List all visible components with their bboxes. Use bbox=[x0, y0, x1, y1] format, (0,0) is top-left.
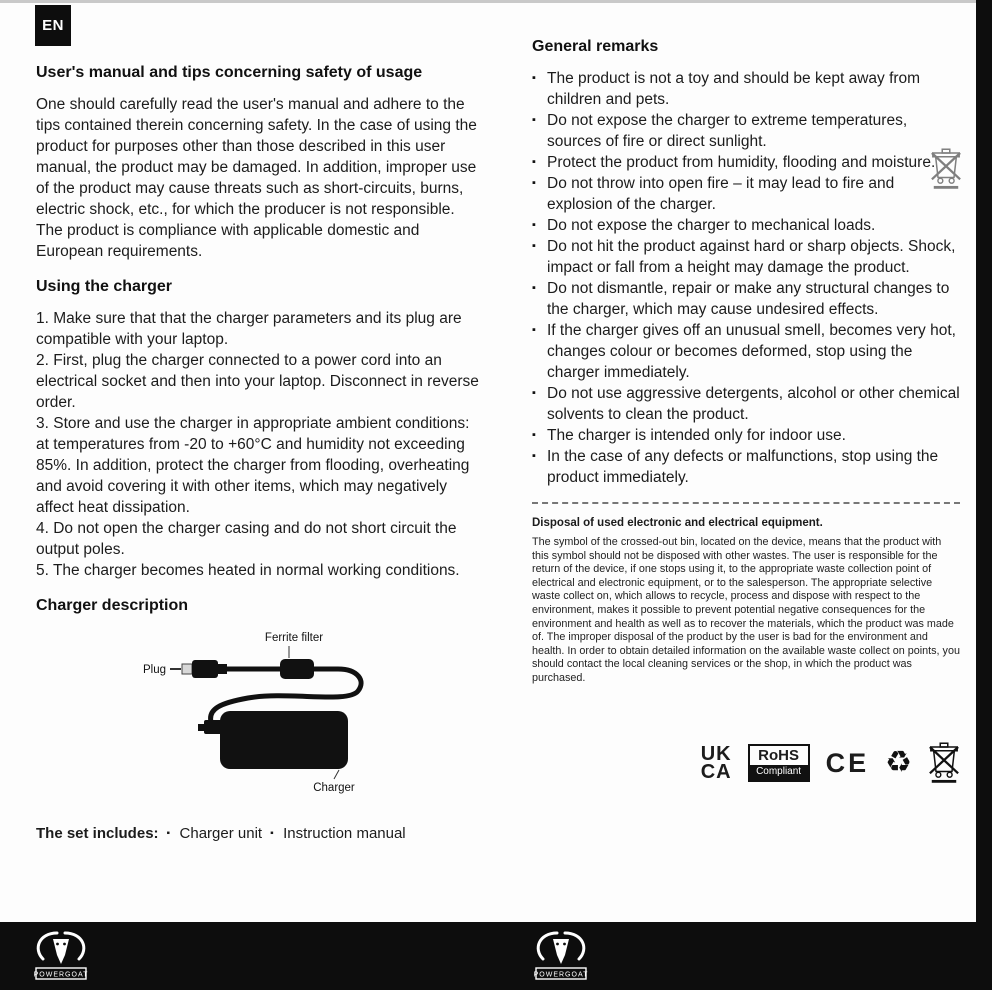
remark-item: ▪ Protect the product from humidity, flooding and moisture. bbox=[532, 152, 960, 173]
ukca-mark bbox=[700, 742, 732, 783]
using-charger-title: Using the charger bbox=[36, 278, 173, 295]
charger-steps bbox=[36, 308, 480, 581]
remark-item: ▪ The charger is intended only for indoor use. bbox=[532, 425, 960, 446]
left-column bbox=[36, 62, 480, 844]
charger-leader-line bbox=[334, 770, 339, 779]
disposal-paragraph: The symbol of the crossed-out bin, located on the device, means that the product with this symbol should not be disposed with other wastes. The user is responsible for the return of the device, if one stops using it, to the appropriate waste collection point of electrical and electronic equipment, or to the salesperson. The appropriate selective waste collect on, which allows to recycle, process and dispose with respect to the environment, makes it possible to prevent potential negative consequences for the environment and health as well as to recover the materials, which the product was made of. The improper disposal of the product by the user is bad for the environment and health. In order to obtain detailed information on the available waste collect on points, you should contact the local cleaning services or the shop, in which the product was purchased. bbox=[532, 536, 960, 684]
dc-connector bbox=[204, 720, 222, 734]
step-item: 5. The charger becomes heated in normal working conditions. bbox=[36, 562, 460, 579]
charger-description-title: Charger description bbox=[36, 597, 189, 614]
remark-item: ▪ Do not expose the charger to extreme temperatures, sources of fire or direct sunlight. bbox=[532, 110, 960, 152]
remark-item: ▪ In the case of any defects or malfunctions, stop using the product immediately. bbox=[532, 446, 960, 488]
usage-safety-title: User's manual and tips concerning safety of usage bbox=[36, 64, 423, 81]
footer-band bbox=[0, 922, 992, 990]
remark-item: ▪ Do not throw into open fire – it may lead to fire and explosion of the charger. bbox=[532, 173, 960, 215]
rohs-compliant-label: Compliant bbox=[750, 765, 808, 780]
step-item: 2. First, plug the charger connected to a power cord into an electrical socket and then into your laptop. Disconnect in reverse order. bbox=[36, 352, 479, 411]
weee-bin-margin-icon bbox=[930, 148, 962, 190]
recycle-icon: ♻ bbox=[885, 745, 912, 779]
ukca-line1: UK bbox=[700, 742, 732, 765]
intro-paragraph: One should carefully read the user's manual and adhere to the tips contained therein concerning safety. In the case of using the product for purposes other than those described in this user manual, the product may be damaged. In addition, improper use of the product may cause threats such as short-circuits, burns, electric shock, etc., for which the producer is not responsible. The product is compliance with applicable domestic and European requirements. bbox=[36, 96, 477, 260]
language-badge: EN bbox=[35, 5, 71, 46]
general-remarks-title: General remarks bbox=[532, 38, 659, 55]
remark-item: ▪ Do not use aggressive detergents, alcohol or other chemical solvents to clean the product. bbox=[532, 383, 960, 425]
ferrite-filter-label: Ferrite filter bbox=[264, 632, 324, 644]
set-includes-line bbox=[36, 823, 480, 844]
step-item: 1. Make sure that that the charger parameters and its plug are compatible with your laptop. bbox=[36, 310, 462, 348]
powergoat-wordmark: POWERGOAT bbox=[33, 971, 89, 979]
ferrite-bead-icon bbox=[280, 659, 314, 679]
charger-label: Charger bbox=[313, 782, 355, 794]
right-column bbox=[532, 36, 960, 784]
set-includes-label: The set includes: bbox=[36, 825, 159, 842]
set-item: ▪ Charger unit bbox=[167, 823, 263, 844]
step-item: 3. Store and use the charger in appropriate ambient conditions: at temperatures from -20 to +60°C and humidity not exceeding 85%. In addition, protect the charger from flooding, overheating and avoid covering it with other items, which may negatively affect heat dissipation. bbox=[36, 415, 470, 516]
remark-item: ▪ Do not dismantle, repair or make any structural changes to the charger, which may cause undesired effects. bbox=[532, 278, 960, 320]
page-right-border bbox=[976, 0, 992, 924]
powergoat-logo bbox=[30, 929, 92, 983]
compliance-marks-row bbox=[532, 742, 960, 784]
disposal-title: Disposal of used electronic and electrical equipment. bbox=[532, 517, 823, 529]
remark-item: ▪ If the charger gives off an unusual smell, becomes very hot, changes colour or becomes deformed, stop using the charger immediately. bbox=[532, 320, 960, 383]
ukca-line2: CA bbox=[700, 760, 732, 783]
rohs-label: RoHS bbox=[758, 746, 799, 764]
dashed-divider bbox=[532, 502, 960, 504]
plug-connector-icon bbox=[182, 660, 227, 678]
ce-mark: CE bbox=[825, 747, 870, 778]
remark-item: ▪ Do not hit the product against hard or sharp objects. Shock, impact or fall from a height may damage the product. bbox=[532, 236, 960, 278]
plug-label: Plug bbox=[142, 664, 166, 676]
weee-bin-icon bbox=[928, 742, 960, 784]
powergoat-wordmark: POWERGOAT bbox=[533, 971, 589, 979]
set-item: ▪ Instruction manual bbox=[270, 823, 406, 844]
charger-diagram bbox=[36, 627, 480, 811]
scan-top-edge bbox=[0, 0, 992, 3]
powergoat-logo bbox=[530, 929, 592, 983]
step-item: 4. Do not open the charger casing and do not short circuit the output poles. bbox=[36, 520, 457, 558]
general-remarks-list bbox=[532, 68, 960, 488]
remark-item: ▪ Do not expose the charger to mechanical loads. bbox=[532, 215, 960, 236]
remark-item: ▪ The product is not a toy and should be kept away from children and pets. bbox=[532, 68, 960, 110]
rohs-badge bbox=[748, 744, 810, 782]
charger-brick-icon bbox=[220, 711, 348, 769]
